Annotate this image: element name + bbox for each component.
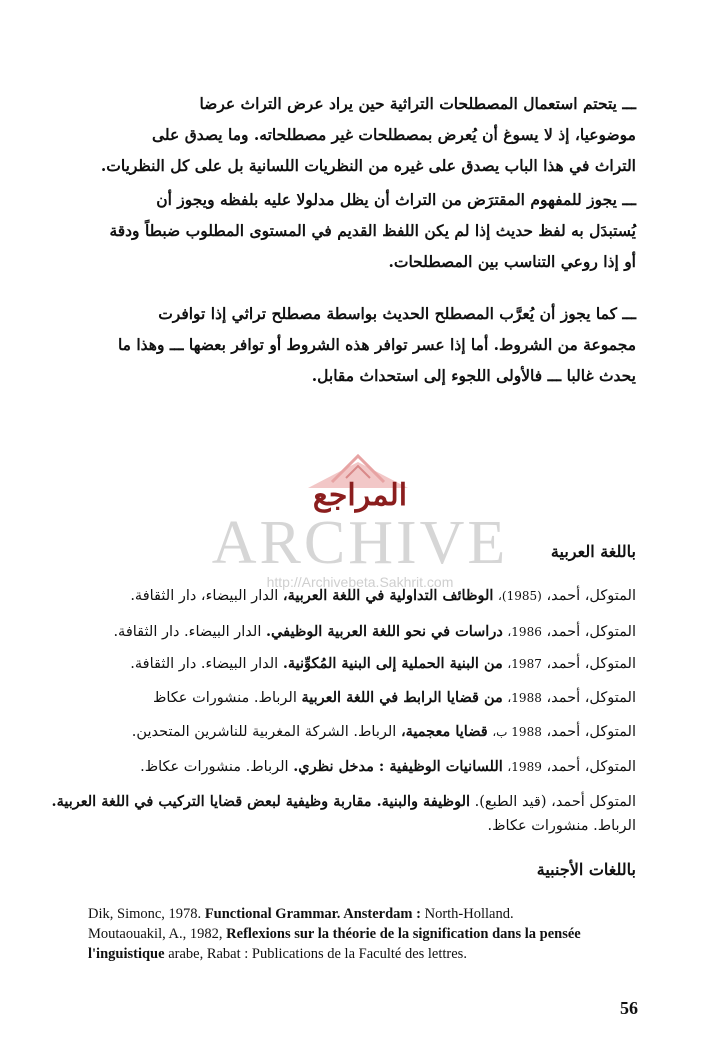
reference-title: الوظيفة والبنية. مقاربة وظيفية لبعض قضايا التركيب في اللغة العربية.: [51, 793, 471, 810]
paragraph-line: يُستبدَل به لفظ حديث إذا لم يكن اللفظ القديم في المستوى المطلوب ضبطاً ودقة: [109, 221, 636, 240]
reference-publisher: arabe, Rabat : Publications de la Faculté des lettres.: [164, 946, 467, 962]
references-title: المراجع: [312, 478, 408, 513]
reference-author: المتوكل، أحمد،: [546, 588, 636, 604]
paragraph-line: ـــ يتحتم استعمال المصطلحات التراثية حين يراد عرض التراث عرضا: [199, 94, 636, 113]
reference-year: 1989،: [507, 760, 542, 774]
foreign-references-heading: باللغات الأجنبية: [536, 860, 636, 879]
reference-title: Reflexions sur la théorie de la signification dans la pensée l'inguistique: [88, 926, 581, 962]
reference-author: Dik, Simonc, 1978.: [88, 906, 205, 922]
paragraph-line: أو إذا روعي التناسب بين المصطلحات.: [388, 252, 636, 271]
reference-title: دراسات في نحو اللغة العربية الوظيفي.: [265, 623, 503, 640]
reference-item: [130, 652, 636, 676]
reference-author: المتوكل، أحمد،: [546, 759, 636, 775]
reference-item: [140, 755, 636, 779]
foreign-reference-item: [88, 904, 638, 924]
reference-publisher: الدار البيضاء. دار الثقافة.: [113, 624, 262, 640]
reference-publisher: الرباط. منشورات عكاظ.: [140, 759, 289, 775]
foreign-reference-item: [88, 924, 638, 964]
reference-author: المتوكل، أحمد،: [546, 690, 636, 706]
reference-publisher: الدار البيضاء، دار الثقافة.: [130, 588, 279, 604]
reference-item-continuation: الرباط. منشورات عكاظ.: [487, 818, 636, 834]
archive-url-watermark: http://Archivebeta.Sakhrit.com: [266, 574, 454, 590]
reference-title: اللسانيات الوظيفية : مدخل نظري.: [293, 758, 503, 775]
reference-publisher: North-Holland.: [420, 906, 514, 922]
paragraph-line: ـــ كما يجوز أن يُعرَّب المصطلح الحديث بواسطة مصطلح تراثي إذا توافرت: [158, 304, 636, 323]
reference-author: Moutaouakil, A., 1982,: [88, 926, 227, 942]
reference-item: [130, 584, 636, 608]
reference-publisher: الدار البيضاء. دار الثقافة.: [130, 656, 279, 672]
reference-title: من البنية الحملية إلى البنية المُكوِّنية.: [282, 655, 503, 672]
reference-title: Functional Grammar. Ansterdam :: [204, 906, 421, 922]
reference-note: (قيد الطبع).: [474, 794, 547, 810]
reference-year: (1985)،: [498, 589, 542, 603]
reference-year: 1988،: [507, 691, 542, 705]
archive-watermark: ARCHIVE: [211, 509, 509, 577]
reference-author: المتوكل، أحمد،: [546, 656, 636, 672]
reference-item: [153, 686, 636, 710]
reference-title: من قضايا الرابط في اللغة العربية: [301, 689, 503, 706]
reference-author: المتوكل أحمد،: [551, 794, 636, 810]
reference-publisher: الرباط. الشركة المغربية للناشرين المتحدين.: [131, 724, 397, 740]
reference-title: الوظائف التداولية في اللغة العربية،: [282, 587, 494, 604]
reference-title: قضايا معجمية،: [400, 723, 488, 740]
page-number: 56: [620, 998, 638, 1018]
reference-item: [132, 720, 636, 744]
reference-author: المتوكل، أحمد،: [546, 724, 636, 740]
reference-item: [113, 620, 636, 644]
paragraph-line: التراث في هذا الباب يصدق على غيره من النظريات اللسانية بل على كل النظريات.: [100, 156, 636, 175]
paragraph-line: ـــ يجوز للمفهوم المقترَض من التراث أن يظل مدلولا عليه بلفظه ويجوز أن: [156, 190, 636, 209]
reference-author: المتوكل، أحمد،: [546, 624, 636, 640]
arabic-references-heading: باللغة العربية: [550, 542, 636, 561]
paragraph-line: يحدث غالبا ـــ فالأولى اللجوء إلى استحداث مقابل.: [311, 366, 636, 385]
reference-publisher: الرباط. منشورات عكاظ: [152, 690, 297, 706]
reference-item: [52, 790, 636, 814]
paragraph-line: موضوعيا، إذ لا يسوغ أن يُعرض بمصطلحات غير مصطلحاته. وما يصدق على: [152, 125, 636, 144]
reference-year: 1986،: [507, 625, 542, 639]
paragraph-line: مجموعة من الشروط. أما إذا عسر توافر هذه الشروط أو توافر بعضها ـــ وهذا ما: [117, 335, 636, 354]
reference-year: 1988 ب،: [492, 725, 542, 739]
reference-year: 1987،: [507, 657, 542, 671]
